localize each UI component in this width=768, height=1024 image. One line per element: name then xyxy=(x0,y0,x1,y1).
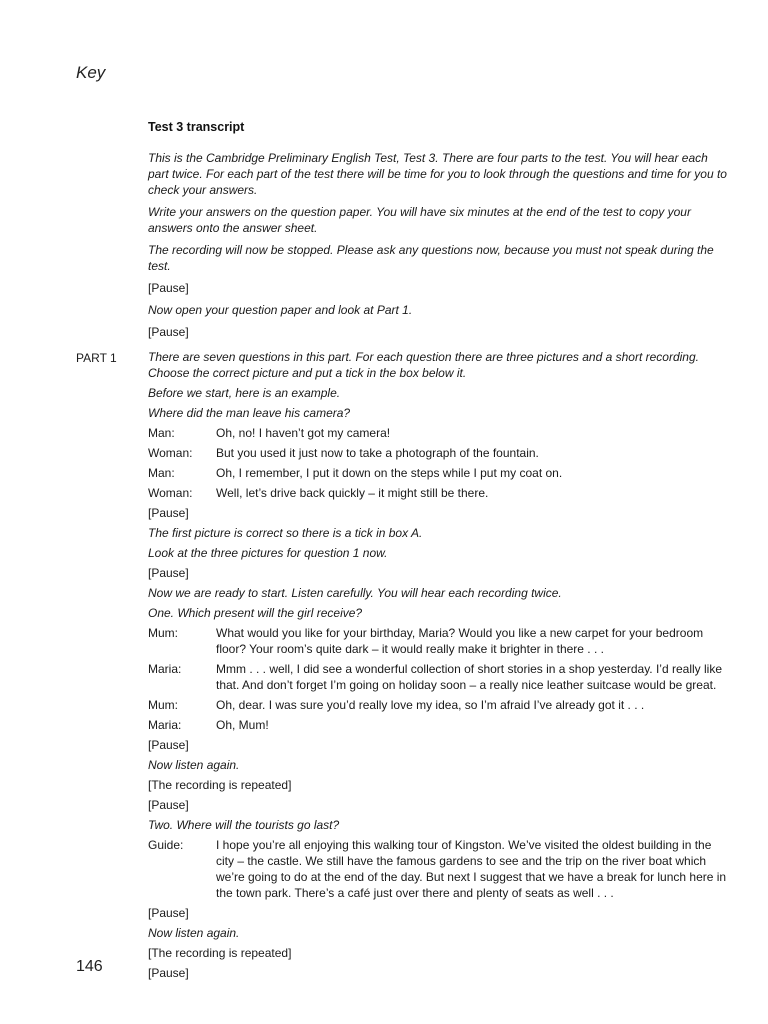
dialog-line xyxy=(148,445,728,461)
instruction-text: Now listen again. xyxy=(148,758,240,772)
instruction-text: Now we are ready to start. Listen carefully. You will hear each recording twice. xyxy=(148,586,562,600)
instruction-text: Two. Where will the tourists go last? xyxy=(148,818,340,832)
speaker-utterance: I hope you’re all enjoying this walking tour of Kingston. We’ve visited the oldest building in the city – the castle. We still have the famous gardens to see and the trip on the river boat which we’re going to do at the end of the day. But next I suggest that we have a break for lunch here in the town park. There’s a café just over there and plenty of seats as well . . . xyxy=(216,838,727,900)
dialog-line xyxy=(148,425,728,441)
intro-paragraph: This is the Cambridge Preliminary English Test, Test 3. There are four parts to the test. You will hear each part twice. For each part of the test there will be time for you to look through the questions and time for you to check your answers. xyxy=(148,151,727,197)
part-label: PART 1 xyxy=(76,351,117,365)
instruction-text: There are seven questions in this part. For each question there are three pictures and a short recording. Choose the correct picture and put a tick in the box below it. xyxy=(148,350,699,380)
stage-direction: [The recording is repeated] xyxy=(148,946,292,960)
speaker-label: Woman: xyxy=(148,486,193,500)
stage-direction: [Pause] xyxy=(148,906,189,920)
speaker-utterance: Oh, Mum! xyxy=(216,718,269,732)
speaker-label: Guide: xyxy=(148,838,184,852)
speaker-label: Maria: xyxy=(148,718,182,732)
speaker-label: Mum: xyxy=(148,626,178,640)
speaker-utterance: Oh, I remember, I put it down on the steps while I put my coat on. xyxy=(216,466,563,480)
intro-section xyxy=(148,150,728,346)
speaker-utterance: Oh, no! I haven’t got my camera! xyxy=(216,426,391,440)
speaker-label: Man: xyxy=(148,466,175,480)
dialog-line xyxy=(148,661,728,693)
stage-direction: [Pause] xyxy=(148,798,189,812)
intro-paragraph: The recording will now be stopped. Please ask any questions now, because you must not speak during the test. xyxy=(148,243,714,273)
speaker-label: Mum: xyxy=(148,698,178,712)
instruction-text: Before we start, here is an example. xyxy=(148,386,341,400)
speaker-label: Man: xyxy=(148,426,175,440)
instruction-text: Where did the man leave his camera? xyxy=(148,406,351,420)
dialog-line xyxy=(148,465,728,481)
intro-paragraph: [Pause] xyxy=(148,281,189,295)
page-title: Test 3 transcript xyxy=(148,120,245,134)
stage-direction: [Pause] xyxy=(148,566,189,580)
dialog-line xyxy=(148,625,728,657)
stage-direction: [Pause] xyxy=(148,966,189,980)
dialog-line xyxy=(148,717,728,733)
page-number: 146 xyxy=(76,958,103,975)
intro-paragraph: Now open your question paper and look at Part 1. xyxy=(148,303,413,317)
dialog-line xyxy=(148,485,728,501)
speaker-utterance: What would you like for your birthday, Maria? Would you like a new carpet for your bedroom floor? Your room’s quite dark – it would really make it brighter in there . . . xyxy=(216,626,704,656)
speaker-utterance: Mmm . . . well, I did see a wonderful collection of short stories in a shop yesterday. I’d really like that. And don’t forget I’m going on holiday soon – a really nice leather suitcase would be great. xyxy=(216,662,722,692)
intro-paragraph: [Pause] xyxy=(148,325,189,339)
dialog-line xyxy=(148,697,728,713)
instruction-text: One. Which present will the girl receive? xyxy=(148,606,363,620)
speaker-utterance: Well, let’s drive back quickly – it might still be there. xyxy=(216,486,489,500)
speaker-utterance: But you used it just now to take a photograph of the fountain. xyxy=(216,446,539,460)
section-header: Key xyxy=(76,63,106,82)
speaker-label: Maria: xyxy=(148,662,182,676)
instruction-text: The first picture is correct so there is a tick in box A. xyxy=(148,526,423,540)
speaker-label: Woman: xyxy=(148,446,193,460)
stage-direction: [Pause] xyxy=(148,506,189,520)
instruction-text: Look at the three pictures for question 1 now. xyxy=(148,546,388,560)
dialog-line xyxy=(148,837,728,901)
intro-paragraph: Write your answers on the question paper. You will have six minutes at the end of the test to copy your answers onto the answer sheet. xyxy=(148,205,691,235)
speaker-utterance: Oh, dear. I was sure you’d really love my idea, so I’m afraid I’ve already got it . . . xyxy=(216,698,645,712)
stage-direction: [The recording is repeated] xyxy=(148,778,292,792)
stage-direction: [Pause] xyxy=(148,738,189,752)
part1-section xyxy=(148,349,728,985)
instruction-text: Now listen again. xyxy=(148,926,240,940)
